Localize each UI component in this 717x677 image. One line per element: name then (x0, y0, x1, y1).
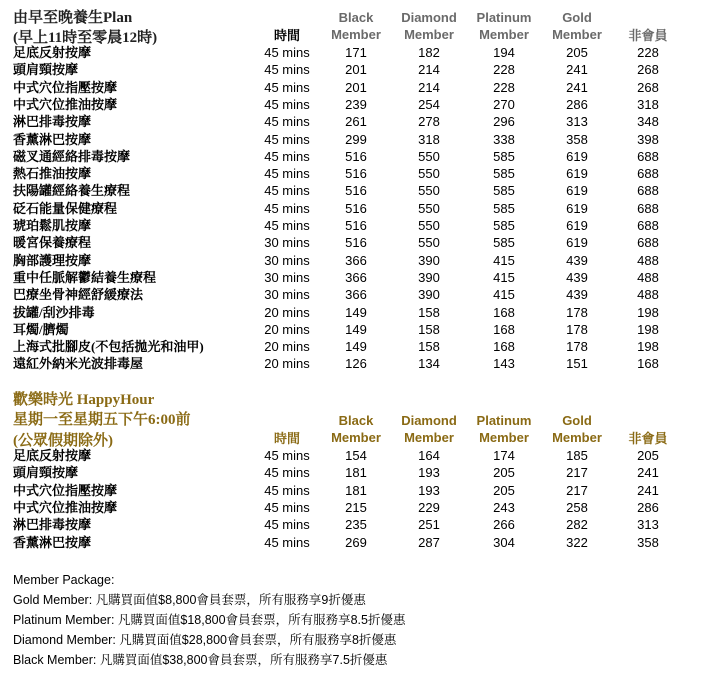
price-cell-non: 241 (637, 482, 659, 498)
price-cell-diamond: 390 (418, 252, 440, 268)
price-cell-platinum: 174 (493, 448, 515, 463)
price-cell-non: 688 (637, 148, 659, 164)
price-cell-black: 516 (345, 235, 367, 251)
service-name: 中式穴位推油按摩 (13, 96, 118, 112)
price-cell-black: 235 (345, 517, 367, 533)
price-cell-diamond: 214 (418, 79, 440, 95)
section2-subtitle: 星期一至星期五下午6:00前 (13, 412, 191, 428)
s2-col-nonmember: 非會員 (628, 431, 668, 446)
package-gold: Gold Member: 凡購買面值$8,800會員套票，所有服務享9折優惠 (13, 593, 366, 607)
price-cell-time: 30 mins (264, 287, 310, 303)
price-cell-diamond: 158 (418, 321, 440, 337)
s2-col-diamond-l1: Diamond (401, 413, 457, 428)
price-cell-time: 20 mins (264, 321, 310, 337)
price-cell-platinum: 205 (493, 482, 515, 498)
price-cell-black: 261 (345, 114, 367, 130)
s2-col-time: 時間 (273, 431, 300, 446)
price-cell-time: 30 mins (264, 252, 310, 268)
price-cell-black: 516 (345, 148, 367, 164)
price-cell-gold: 241 (566, 79, 588, 95)
price-cell-non: 688 (637, 166, 659, 182)
price-cell-gold: 619 (566, 235, 588, 251)
service-name: 淋巴排毒按摩 (13, 517, 92, 533)
price-cell-time: 45 mins (264, 200, 310, 216)
price-cell-platinum: 270 (493, 96, 515, 112)
price-cell-time: 45 mins (264, 517, 310, 533)
price-cell-gold: 205 (566, 45, 588, 60)
price-cell-black: 269 (345, 534, 367, 550)
price-cell-non: 488 (637, 287, 659, 303)
price-cell-diamond: 550 (418, 183, 440, 199)
price-cell-non: 488 (637, 252, 659, 268)
price-cell-time: 45 mins (264, 166, 310, 182)
price-cell-black: 154 (345, 448, 367, 463)
price-cell-gold: 282 (566, 517, 588, 533)
price-cell-platinum: 168 (493, 339, 515, 355)
service-name: 上海式批腳皮(不包括拋光和油甲) (13, 339, 204, 355)
price-cell-platinum: 585 (493, 218, 515, 233)
service-name: 暖宮保養療程 (13, 235, 92, 251)
package-black: Black Member: 凡購買面值$38,800會員套票，所有服務享7.5折優惠 (13, 653, 388, 667)
price-cell-black: 516 (345, 218, 367, 233)
s2-col-platinum-l1: Platinum (476, 413, 532, 428)
price-cell-platinum: 168 (493, 321, 515, 337)
price-cell-black: 366 (345, 252, 367, 268)
price-cell-black: 215 (345, 499, 367, 515)
price-cell-non: 488 (637, 269, 659, 285)
price-cell-non: 358 (637, 534, 659, 550)
price-cell-black: 149 (345, 304, 367, 320)
price-cell-gold: 619 (566, 218, 588, 233)
price-cell-diamond: 550 (418, 200, 440, 216)
price-cell-non: 168 (637, 356, 659, 372)
price-cell-non: 313 (637, 517, 659, 533)
price-cell-time: 45 mins (264, 183, 310, 199)
s2-col-gold-l2: Member (552, 430, 602, 445)
price-cell-black: 516 (345, 183, 367, 199)
price-cell-black: 366 (345, 287, 367, 303)
price-cell-non: 688 (637, 218, 659, 233)
price-cell-platinum: 194 (493, 45, 515, 60)
price-cell-diamond: 318 (418, 131, 440, 147)
price-cell-gold: 358 (566, 131, 588, 147)
package-diamond: Diamond Member: 凡購買面值$28,800會員套票，所有服務享8折優惠 (13, 633, 397, 647)
price-cell-platinum: 266 (493, 517, 515, 533)
service-name: 中式穴位指壓按摩 (13, 79, 118, 95)
price-cell-non: 205 (637, 448, 659, 463)
s2-col-black-l2: Member (331, 430, 381, 445)
price-cell-non: 688 (637, 235, 659, 251)
price-cell-gold: 185 (566, 448, 588, 463)
package-platinum: Platinum Member: 凡購買面值$18,800會員套票，所有服務享8.5折優惠 (13, 613, 406, 627)
price-cell-gold: 178 (566, 339, 588, 355)
price-cell-non: 286 (637, 499, 659, 515)
price-cell-diamond: 390 (418, 269, 440, 285)
price-cell-diamond: 251 (418, 517, 440, 533)
package-heading: Member Package: (13, 573, 115, 587)
price-cell-black: 239 (345, 96, 367, 112)
price-cell-platinum: 415 (493, 287, 515, 303)
s2-col-black (326, 412, 386, 446)
price-cell-time: 20 mins (264, 356, 310, 372)
s1-col-gold (545, 9, 609, 43)
price-cell-diamond: 550 (418, 235, 440, 251)
service-name: 中式穴位指壓按摩 (13, 482, 118, 498)
price-cell-time: 20 mins (264, 304, 310, 320)
price-cell-black: 149 (345, 321, 367, 337)
price-cell-platinum: 205 (493, 465, 515, 481)
service-name: 香薰淋巴按摩 (13, 131, 92, 147)
price-cell-gold: 439 (566, 287, 588, 303)
service-name: 耳燭/臍燭 (13, 321, 69, 337)
price-cell-time: 45 mins (264, 131, 310, 147)
service-name: 頭肩頸按摩 (13, 62, 79, 78)
price-cell-diamond: 193 (418, 482, 440, 498)
s1-col-platinum-l1: Platinum (476, 10, 532, 25)
price-cell-time: 45 mins (264, 465, 310, 481)
service-name: 足底反射按摩 (13, 45, 92, 60)
price-cell-time: 45 mins (264, 62, 310, 78)
price-cell-platinum: 296 (493, 114, 515, 130)
price-cell-time: 45 mins (264, 148, 310, 164)
s2-col-platinum (472, 412, 536, 446)
price-cell-diamond: 193 (418, 465, 440, 481)
price-cell-diamond: 550 (418, 166, 440, 182)
section2-note: (公眾假期除外) (13, 433, 113, 449)
s1-col-diamond-l2: Member (404, 27, 454, 42)
price-cell-time: 45 mins (264, 45, 310, 60)
price-cell-time: 45 mins (264, 448, 310, 463)
price-cell-diamond: 164 (418, 448, 440, 463)
price-cell-gold: 178 (566, 321, 588, 337)
service-name: 砭石能量保健療程 (13, 200, 118, 216)
price-cell-gold: 217 (566, 465, 588, 481)
price-cell-non: 268 (637, 79, 659, 95)
price-cell-platinum: 304 (493, 534, 515, 550)
price-cell-time: 20 mins (264, 339, 310, 355)
price-cell-platinum: 338 (493, 131, 515, 147)
s2-col-gold (545, 412, 609, 446)
service-name: 香薰淋巴按摩 (13, 534, 92, 550)
price-cell-non: 688 (637, 183, 659, 199)
price-cell-platinum: 243 (493, 499, 515, 515)
price-cell-gold: 439 (566, 252, 588, 268)
price-cell-non: 198 (637, 339, 659, 355)
price-cell-gold: 313 (566, 114, 588, 130)
price-cell-black: 181 (345, 482, 367, 498)
price-cell-platinum: 585 (493, 166, 515, 182)
price-cell-gold: 619 (566, 148, 588, 164)
s1-col-diamond (397, 9, 461, 43)
s2-col-gold-l1: Gold (562, 413, 592, 428)
service-name: 扶陽罐經絡養生療程 (13, 183, 131, 199)
price-cell-time: 45 mins (264, 499, 310, 515)
s1-col-gold-l2: Member (552, 27, 602, 42)
price-cell-diamond: 158 (418, 304, 440, 320)
s2-col-black-l1: Black (338, 413, 374, 428)
service-name: 琥珀鬆肌按摩 (13, 218, 92, 233)
price-cell-platinum: 228 (493, 62, 515, 78)
s1-col-nonmember: 非會員 (628, 28, 668, 43)
price-cell-non: 348 (637, 114, 659, 130)
price-cell-gold: 217 (566, 482, 588, 498)
section2-title: 歡樂時光 HappyHour (13, 392, 155, 408)
price-cell-diamond: 214 (418, 62, 440, 78)
price-cell-black: 516 (345, 200, 367, 216)
price-cell-diamond: 550 (418, 218, 440, 233)
service-name: 磁叉通經絡排毒按摩 (13, 148, 131, 164)
service-name: 拔罐/刮沙排毒 (13, 304, 95, 320)
s2-col-platinum-l2: Member (479, 430, 529, 445)
price-cell-gold: 619 (566, 166, 588, 182)
price-cell-black: 516 (345, 166, 367, 182)
service-name: 遠紅外納米光波排毒屋 (13, 356, 144, 372)
price-cell-diamond: 229 (418, 499, 440, 515)
service-name: 中式穴位推油按摩 (13, 499, 118, 515)
price-cell-platinum: 228 (493, 79, 515, 95)
price-cell-black: 149 (345, 339, 367, 355)
price-cell-platinum: 143 (493, 356, 515, 372)
price-cell-platinum: 415 (493, 269, 515, 285)
service-name: 胸部護理按摩 (13, 252, 92, 268)
price-cell-gold: 619 (566, 183, 588, 199)
price-cell-platinum: 585 (493, 200, 515, 216)
price-cell-time: 45 mins (264, 79, 310, 95)
price-cell-diamond: 134 (418, 356, 440, 372)
price-cell-gold: 439 (566, 269, 588, 285)
price-cell-gold: 619 (566, 200, 588, 216)
price-cell-black: 201 (345, 62, 367, 78)
service-name: 足底反射按摩 (13, 448, 92, 463)
service-name: 淋巴排毒按摩 (13, 114, 92, 130)
price-cell-platinum: 168 (493, 304, 515, 320)
s1-col-platinum-l2: Member (479, 27, 529, 42)
price-cell-platinum: 585 (493, 183, 515, 199)
price-cell-black: 366 (345, 269, 367, 285)
s1-col-platinum (472, 9, 536, 43)
price-cell-platinum: 585 (493, 235, 515, 251)
service-name: 重中任脈解鬱結養生療程 (13, 269, 157, 285)
price-cell-gold: 241 (566, 62, 588, 78)
service-name: 熱石推油按摩 (13, 166, 92, 182)
price-cell-platinum: 415 (493, 252, 515, 268)
price-cell-platinum: 585 (493, 148, 515, 164)
s1-col-black-l2: Member (331, 27, 381, 42)
price-cell-non: 398 (637, 131, 659, 147)
service-name: 頭肩頸按摩 (13, 465, 79, 481)
price-cell-time: 45 mins (264, 534, 310, 550)
price-cell-non: 268 (637, 62, 659, 78)
price-cell-non: 198 (637, 304, 659, 320)
price-cell-time: 30 mins (264, 269, 310, 285)
s1-col-gold-l1: Gold (562, 10, 592, 25)
s1-col-diamond-l1: Diamond (401, 10, 457, 25)
service-name: 巴療坐骨神經舒緩療法 (13, 287, 144, 303)
price-cell-black: 201 (345, 79, 367, 95)
price-cell-non: 198 (637, 321, 659, 337)
price-cell-gold: 178 (566, 304, 588, 320)
s1-col-time: 時間 (273, 28, 300, 43)
price-cell-time: 45 mins (264, 218, 310, 233)
price-cell-non: 241 (637, 465, 659, 481)
price-cell-non: 318 (637, 96, 659, 112)
price-cell-black: 126 (345, 356, 367, 372)
s2-col-diamond-l2: Member (404, 430, 454, 445)
price-cell-gold: 322 (566, 534, 588, 550)
price-cell-time: 45 mins (264, 114, 310, 130)
price-cell-diamond: 182 (418, 45, 440, 60)
price-cell-time: 45 mins (264, 96, 310, 112)
price-cell-black: 299 (345, 131, 367, 147)
s2-col-diamond (397, 412, 461, 446)
price-cell-gold: 151 (566, 356, 588, 372)
price-cell-gold: 258 (566, 499, 588, 515)
price-cell-time: 30 mins (264, 235, 310, 251)
price-cell-diamond: 254 (418, 96, 440, 112)
price-cell-black: 171 (345, 45, 367, 60)
s1-col-black (326, 9, 386, 43)
price-cell-gold: 286 (566, 96, 588, 112)
price-cell-diamond: 278 (418, 114, 440, 130)
price-cell-diamond: 390 (418, 287, 440, 303)
price-cell-diamond: 287 (418, 534, 440, 550)
price-cell-diamond: 550 (418, 148, 440, 164)
price-cell-non: 228 (637, 45, 659, 60)
price-cell-time: 45 mins (264, 482, 310, 498)
section1-title: 由早至晚養生Plan (13, 10, 133, 26)
section1-subtitle: (早上11時至零晨12時) (13, 30, 158, 46)
price-cell-diamond: 158 (418, 339, 440, 355)
s1-col-black-l1: Black (338, 10, 374, 25)
price-cell-non: 688 (637, 200, 659, 216)
price-cell-black: 181 (345, 465, 367, 481)
